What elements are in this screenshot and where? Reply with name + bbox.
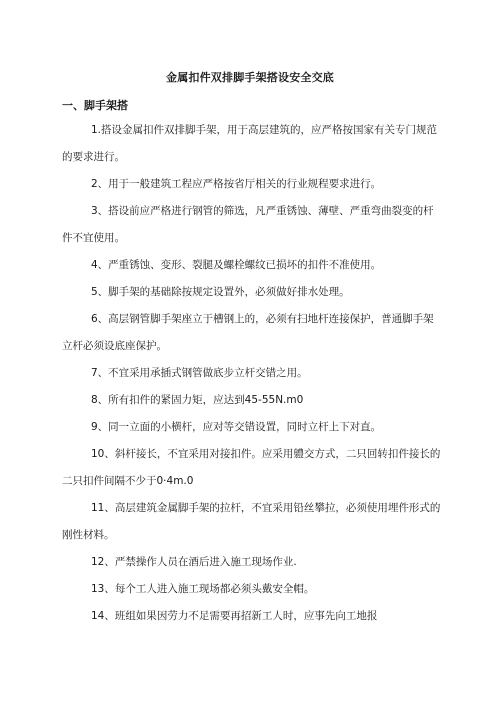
paragraph-6: 6、高层钢管脚手架座立于槽钢上的，必须有扫地杆连接保护，普通脚手架立杆必须设底座保护。 <box>62 313 434 352</box>
paragraph-4: 4、严重锈蚀、变形、裂腿及螺栓螺纹已损坏的扣件不准使用。 <box>91 259 382 271</box>
paragraph-14: 14、班组如果因劳力不足需要再招新工人时，应事先向工地报 <box>91 610 378 622</box>
paragraph-2: 2、用于一般建筑工程应严格按省厅相关的行业规程要求进行。 <box>91 178 382 190</box>
paragraph-3: 3、搭设前应严格进行钢管的筛选，凡严重锈蚀、薄壁、严重弯曲裂变的杆件不宜使用。 <box>62 205 434 244</box>
paragraph-12: 12、严禁操作人员在酒后进入施工现场作业. <box>91 556 297 568</box>
paragraph-1: 1.搭设金属扣件双排脚手架，用于高层建筑的，应严格按国家有关专门规范的要求进行。 <box>62 124 438 163</box>
paragraph-11: 11、高层建筑金属脚手架的拉杆，不宜采用铅丝攀拉，必须使用埋件形式的刚性材料。 <box>62 502 441 541</box>
paragraph-13: 13、每个工人进入施工现场都必须头戴安全帽。 <box>91 583 315 595</box>
paragraph-8: 8、所有扣件的紧固力矩，应达到45-55N.m0 <box>91 394 304 406</box>
paragraph-9: 9、同一立面的小横杆，应对等交错设置，同时立杆上下对直。 <box>91 421 382 433</box>
document-title: 金属扣件双排脚手架搭设安全交底 <box>166 71 334 84</box>
section-heading: 一、脚手架搭 <box>62 99 128 112</box>
paragraph-10: 10、斜杆接长，不宜采用对接扣件。应采用軆交方式，二只回转扣件接长的二只扣件间隔不少于0·4m.0 <box>62 448 441 487</box>
paragraph-5: 5、脚手架的基础除按规定设置外，必须做好排水处理。 <box>91 286 350 298</box>
paragraph-7: 7、不宜采用承插式钢管做底步立杆交错之用。 <box>91 367 308 379</box>
